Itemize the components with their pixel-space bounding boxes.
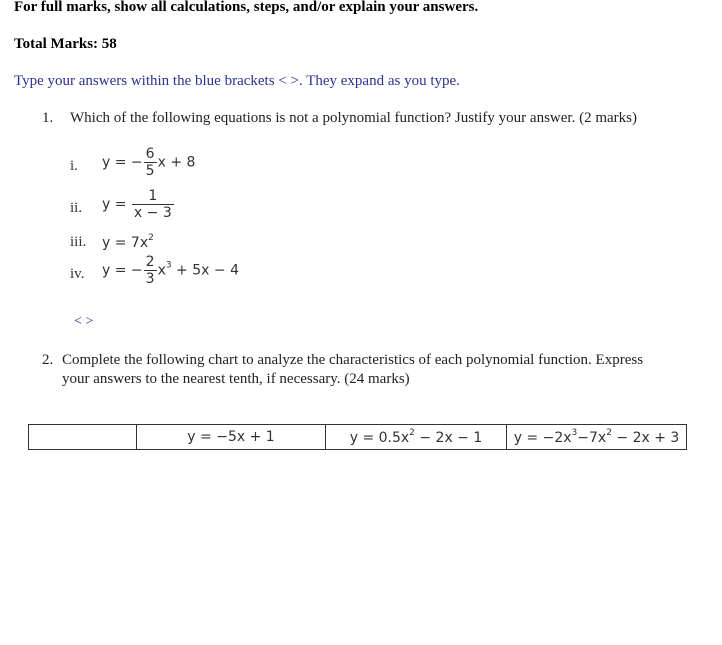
cubic-exponent-3: 3 <box>571 428 578 438</box>
quadratic-exponent: 2 <box>409 428 415 438</box>
question-1-text: Which of the following equations is not a polynomial function? Justify your answer. (2 marks) <box>70 110 637 126</box>
chart-header-linear <box>137 425 326 450</box>
option-i-rest: x + 8 <box>157 154 196 171</box>
option-iii-lhs: y = 7x <box>102 235 149 251</box>
quadratic-pre: y = 0.5x <box>349 430 410 446</box>
question-1-number: 1. <box>42 110 54 126</box>
option-ii-fraction <box>132 188 174 221</box>
chart-header-cubic <box>507 425 687 450</box>
question-2-number: 2. <box>42 352 54 368</box>
quadratic-post: − 2x − 1 <box>414 430 483 446</box>
option-iii-equation <box>102 233 154 251</box>
instructions-heading: For full marks, show all calculations, steps, and/or explain your answers. <box>14 0 479 15</box>
answer-hint: Type your answers within the blue brackets < >. They expand as you type. <box>14 73 460 89</box>
chart-header-quadratic <box>326 425 507 450</box>
option-ii-lhs: y = <box>102 196 131 213</box>
characteristics-chart <box>28 424 687 450</box>
option-i-equation <box>102 146 195 179</box>
cubic-part-a: y = −2x <box>513 430 572 446</box>
option-i-label: i. <box>70 158 78 174</box>
option-iv-lhs: y = − <box>102 262 143 279</box>
option-iv-variable: x <box>157 262 166 279</box>
option-ii-denominator: x − 3 <box>133 205 172 221</box>
chart-header-empty[interactable] <box>29 425 137 450</box>
total-marks: Total Marks: 58 <box>14 36 117 52</box>
option-ii-label: ii. <box>70 200 83 216</box>
question-2-text-line1: Complete the following chart to analyze the characteristics of each polynomial function. Express <box>62 352 644 368</box>
option-iv-equation <box>102 254 239 287</box>
option-iv-label: iv. <box>70 266 85 282</box>
option-i-denominator: 5 <box>145 163 155 179</box>
option-i-fraction <box>144 146 157 179</box>
option-iii-exponent: 2 <box>148 233 154 243</box>
option-iv-fraction <box>144 254 157 287</box>
option-iii-label: iii. <box>70 234 87 250</box>
question-2-text-line2: your answers to the nearest tenth, if necessary. (24 marks) <box>62 371 410 387</box>
option-ii-equation <box>102 188 175 221</box>
option-iv-rest: + 5x − 4 <box>171 262 239 279</box>
option-iv-exponent: 3 <box>165 260 172 271</box>
option-iv-denominator: 3 <box>145 271 155 287</box>
linear-function: y = −5x + 1 <box>187 429 275 445</box>
option-iv-numerator: 2 <box>145 254 155 270</box>
option-i-numerator: 6 <box>145 146 155 162</box>
option-ii-numerator: 1 <box>132 188 174 205</box>
cubic-part-c: − 2x + 3 <box>611 430 680 446</box>
cubic-exponent-2: 2 <box>606 428 612 438</box>
answer-field-q1[interactable]: < > <box>74 314 94 329</box>
chart-header-row <box>29 425 687 450</box>
cubic-part-b: −7x <box>577 430 607 446</box>
option-i-lhs: y = − <box>102 154 143 171</box>
